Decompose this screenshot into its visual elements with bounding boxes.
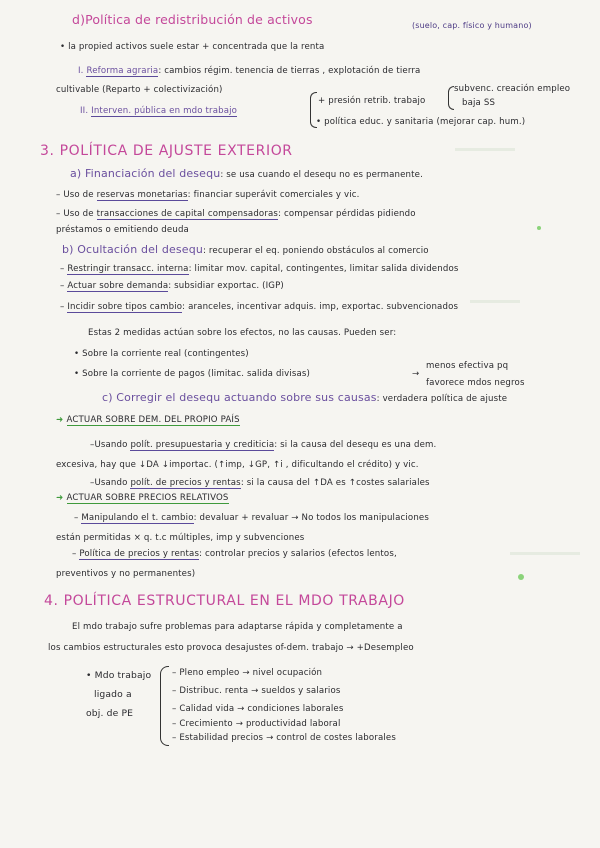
section-3b-item-2 (60, 281, 284, 292)
item-prefix: – (60, 264, 68, 274)
actuar-demanda-label: Actuar sobre demanda (67, 281, 169, 291)
section-3c-a1-cont: excesiva, hay que ↓DA ↓importac. (↑imp, ↓GP, ↑i , dificultando el crédito) y vic. (56, 460, 419, 470)
section-4-title: 4. POLÍTICA ESTRUCTURAL EN EL MDO TRABAJO (44, 593, 405, 609)
actuar-dem-label: ACTUAR SOBRE DEM. DEL PROPIO PAÍS (66, 415, 240, 425)
section-4-left-2: ligado a (94, 689, 132, 700)
section-3a-item-2 (56, 209, 416, 220)
section-3c-text: : verdadera política de ajuste (376, 394, 508, 404)
section-3c-a2 (90, 478, 430, 489)
item-text: : controlar precios y salarios (efectos lentos, (199, 549, 397, 559)
intervencion-label: Interven. pública en mdo trabajo (91, 106, 238, 116)
item-text: : si la causa del ↑DA es ↑costes salariales (240, 478, 430, 488)
section-d-item-2-b1: subvenc. creación empleo (454, 84, 571, 94)
section-3b-note-2-r2: favorece mdos negros (426, 378, 525, 388)
section-3b-text: : recuperar el eq. poniendo obstáculos al comercio (202, 246, 429, 256)
section-d-title: d)Política de redistribución de activos (72, 12, 313, 27)
section-3c-p2-cont: preventivos y no permanentes) (56, 569, 196, 579)
section-3b-note-1: • Sobre la corriente real (contingentes) (74, 349, 249, 359)
item-prefix: – (60, 302, 68, 312)
large-brace (160, 666, 169, 746)
politica-precios-rentas: Política de precios y rentas (79, 549, 200, 559)
item-prefix: – (72, 549, 80, 559)
reservas-monetarias: reservas monetarias (96, 190, 188, 200)
section-3c-p1 (74, 513, 429, 524)
item-prefix: –Usando (90, 478, 128, 488)
section-d-intro: • la propied activos suele estar + concentrada que la renta (60, 42, 325, 52)
item-text: : aranceles, incentivar adquis. imp, exportac. subvencionados (182, 302, 459, 312)
section-4-line-1: El mdo trabajo sufre problemas para adaptarse rápida y completamente a (72, 622, 403, 632)
section-3a-header (70, 168, 423, 181)
section-d-item-2-c: • política educ. y sanitaria (mejorar cap. hum.) (316, 117, 526, 127)
item-prefix: –Usando (90, 440, 128, 450)
item-text: : financiar superávit comerciales y vic. (187, 190, 360, 200)
section-3c-act-1 (56, 415, 240, 426)
section-4-left-3: obj. de PE (86, 708, 134, 719)
section-4-line-2: los cambios estructurales esto provoca desajustes of-dem. trabajo → +Desempleo (48, 643, 414, 653)
green-arrow-icon: ➜ (56, 493, 67, 503)
roman-2: II. (80, 106, 89, 116)
faint-mark (470, 300, 520, 303)
section-4-item: – Calidad vida → condiciones laborales (172, 704, 344, 714)
section-d-item-2-a: + presión retrib. trabajo (318, 96, 426, 106)
section-3b-label: b) Ocultación del desequ (62, 243, 203, 256)
item-prefix: – (60, 281, 68, 291)
green-arrow-icon: ➜ (56, 415, 67, 425)
item-text: : si la causa del desequ es una dem. (274, 440, 437, 450)
section-3a-label: a) Financiación del desequ (70, 167, 221, 180)
item-text: : subsidiar exportac. (IGP) (168, 281, 284, 291)
polit-precios-rentas: polít. de precios y rentas (130, 478, 241, 488)
roman-1: I. (78, 66, 84, 76)
item-text: : compensar pérdidas pidiendo (278, 209, 416, 219)
section-3b-item-3 (60, 302, 458, 313)
section-3a-text: : se usa cuando el desequ no es permanente. (220, 170, 423, 180)
section-3b-item-1 (60, 264, 458, 275)
section-3c-act-2 (56, 493, 229, 504)
section-3c-a1 (90, 440, 436, 451)
item-prefix: – Uso de (56, 190, 94, 200)
section-d-item-1-cont: cultivable (Reparto + colectivización) (56, 85, 223, 95)
section-3c-p1-cont: están permitidas × q. t.c múltiples, imp y subvenciones (56, 533, 305, 543)
section-4-left-1: • Mdo trabajo (86, 670, 152, 681)
section-4-item: – Crecimiento → productividad laboral (172, 719, 341, 729)
section-3a-item-1 (56, 190, 360, 201)
section-3a-item-2-cont: préstamos o emitiendo deuda (56, 225, 189, 235)
reforma-agraria-label: Reforma agraria (86, 66, 159, 76)
section-d-item-1 (78, 66, 420, 77)
section-4-item: – Distribuc. renta → sueldos y salarios (172, 686, 341, 696)
manipulando-cambio: Manipulando el t. cambio (81, 513, 194, 523)
faint-mark (510, 552, 580, 555)
transacciones-capital: transacciones de capital compensadoras (96, 209, 279, 219)
section-d-item-2-b2: baja SS (462, 98, 496, 108)
section-3c-header (102, 392, 507, 405)
reforma-agraria-text: : cambios régim. tenencia de tierras , explotación de tierra (158, 66, 421, 76)
section-d-item-2 (80, 106, 237, 117)
green-dot-mark (518, 574, 524, 580)
item-text: : limitar mov. capital, contingentes, limitar salida dividendos (188, 264, 459, 274)
section-3b-note-2-r1: menos efectiva pq (426, 361, 509, 371)
item-prefix: – Uso de (56, 209, 94, 219)
section-4-item: – Estabilidad precios → control de costes laborales (172, 733, 396, 743)
section-3c-label: c) Corregir el desequ actuando sobre sus causas (102, 391, 377, 404)
section-3b-note-2: • Sobre la corriente de pagos (limitac. salida divisas) (74, 369, 311, 379)
arrow-icon: → (412, 369, 420, 379)
restringir-label: Restringir transacc. interna (67, 264, 189, 274)
item-text: : devaluar + revaluar → No todos los manipulaciones (193, 513, 429, 523)
section-4-item: – Pleno empleo → nivel ocupación (172, 668, 323, 678)
section-3c-p2 (72, 549, 397, 560)
section-d-paren: (suelo, cap. físico y humano) (412, 21, 532, 30)
section-3b-note: Estas 2 medidas actúan sobre los efectos, no las causas. Pueden ser: (88, 328, 397, 338)
section-3-title: 3. POLÍTICA DE AJUSTE EXTERIOR (40, 143, 293, 159)
actuar-precios-label: ACTUAR SOBRE PRECIOS RELATIVOS (66, 493, 229, 503)
polit-presupuestaria: polít. presupuestaria y crediticia (130, 440, 275, 450)
item-prefix: – (74, 513, 82, 523)
incidir-cambio-label: Incidir sobre tipos cambio (67, 302, 183, 312)
section-3b-header (62, 244, 429, 257)
faint-mark (455, 148, 515, 151)
green-dot-mark (537, 226, 541, 230)
